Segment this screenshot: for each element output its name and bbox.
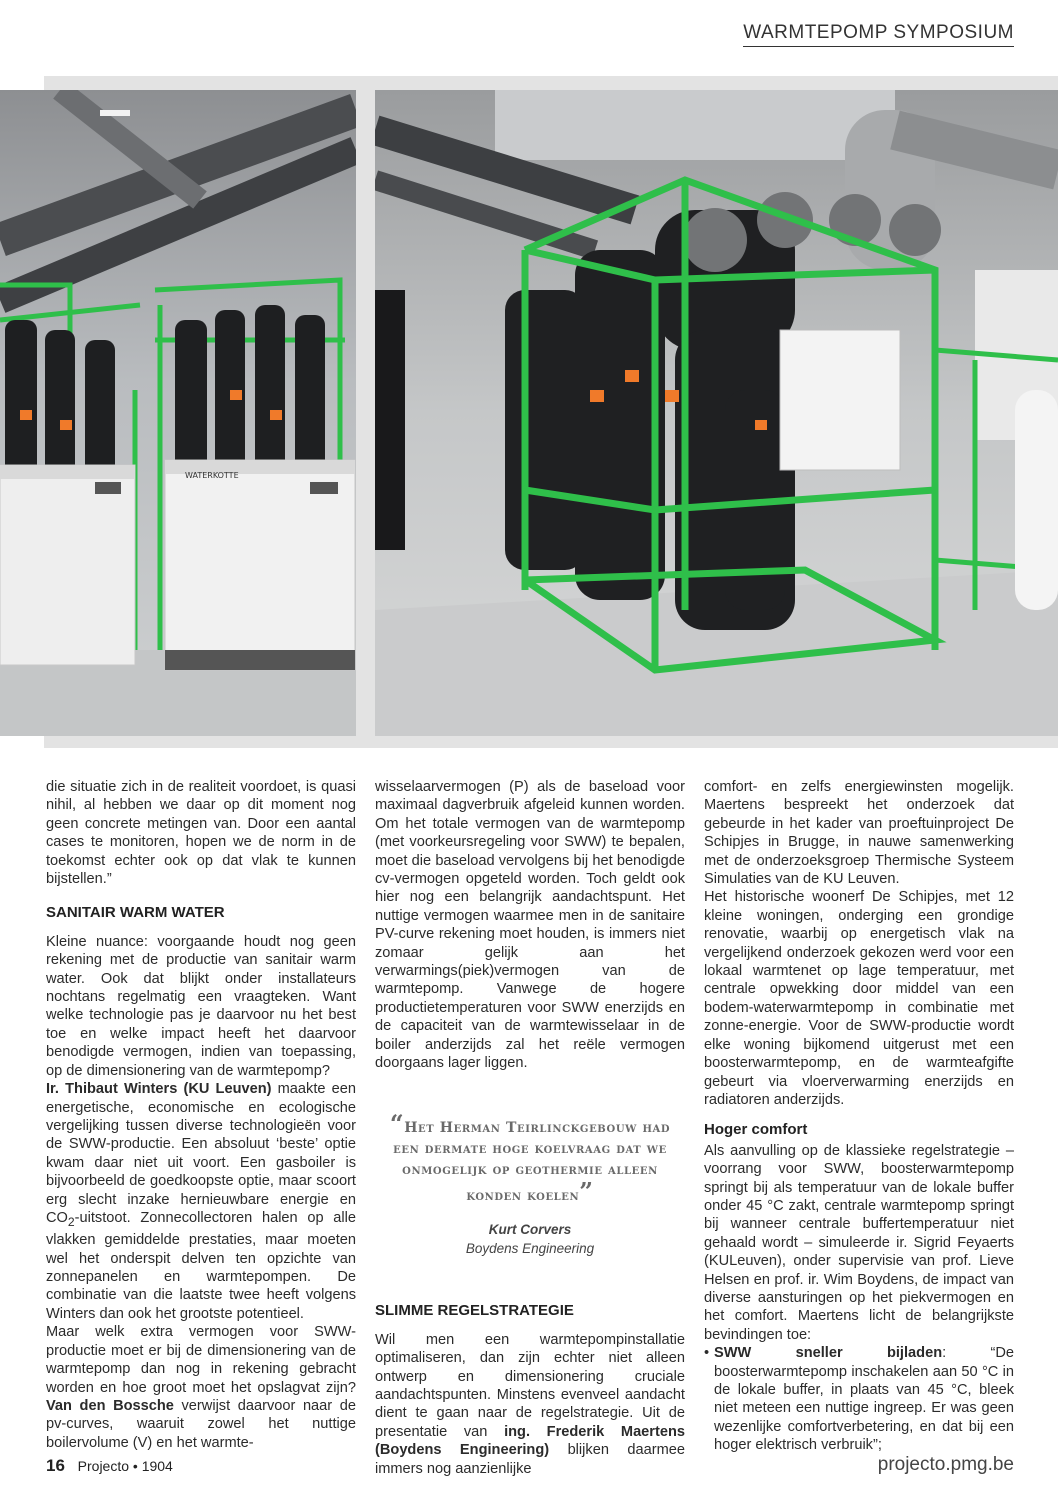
text-column-1 — [46, 778, 356, 1452]
speaker-name: Ir. Thibaut Winters (KU Leuven) — [46, 1081, 272, 1098]
paragraph: wisselaarvermogen (P) als de baseload voor maximaal dagverbruik afgeleid kunnen worden. Om het totale vermogen van de warmtepomp (met voorkeursregeling voor SWW) te bepalen, moet die baseload vervolgens bij het benodigde cv-vermogen opgeteld worden. Toch geldt ook hier nog een belangrijk aandachtspunt. Het nuttige vermogen waarmee men in de sanitaire PV-curve rekening moet houden, is immers niet zomaar gelijk aan het verwarmings(piek)vermogen van de warmtepomp. Vanwege de hogere productietemperaturen voor SWW enerzijds en de capaciteit van de warmtewisselaar in de boiler anderzijds zal het reële vermogen doorgaans lager liggen. — [375, 779, 685, 1072]
photo-heat-pumps-left — [0, 90, 356, 736]
section-heading-sanitair: SANITAIR WARM WATER — [46, 904, 225, 922]
text-column-3 — [704, 778, 1014, 1455]
pull-quote: “Het Herman Teirlinckgebouw had een dermate hoge koelvraag dat we onmogelijk op geothermie alleen konden koelen” Kurt Corvers Boydens Engineering — [375, 1113, 685, 1259]
quote-text: Het Herman Teirlinckgebouw had een dermate hoge koelvraag dat we onmogelijk op geothermie alleen konden koelen — [393, 1119, 671, 1204]
speaker-name: Van den Bossche — [46, 1397, 174, 1414]
subheading-hoger-comfort: Hoger comfort — [704, 1121, 808, 1139]
section-heading-regelstrategie: SLIMME REGELSTRATEGIE — [375, 1302, 574, 1320]
paragraph: Het historische woonerf De Schipjes, met 12 kleine woningen, onderging een grondige renovatie, waarbij op energetisch vlak na vergelijkend onderzoek gekozen werd voor een lokaal warmtenet op lage temperatuur, met centrale opwekking door middel van een bodem-waterwarmtepomp in combinatie met zonne-energie. Voor de SWW-productie wordt elke woning bijkomend uitgerust met een boosterwarmtepomp, en de warmteafgifte gebeurt via vloerverwarming enerzijds en radiatoren anderzijds. — [704, 889, 1014, 1108]
paragraph: Wil men een warmtepompinstallatie optimaliseren, dan zijn echter niet alleen ontwerp en dimensionering cruciale aandachtspunten. Minstens evenveel aandacht dient te gaan naar de regelstrategie. Uit de presentatie van ing. Frederik Maertens (Boydens Engineering) blijken daarmee immers nog aanzienlijke — [375, 1331, 685, 1477]
paragraph: Ir. Thibaut Winters (KU Leuven) maakte een energetische, economische en ecologische vergelijking tussen diverse technologieën voor de SWW-productie. Een absoluut ‘beste’ optie kwam daar niet uit voort. Een gasboiler is bijvoorbeeld de goedkoopste optie, maar scoort erg slecht inzake hernieuwbare energie en $CO_2$-uitstoot. Zonnecollectoren halen op alle vlakken gemiddelde prestaties, maar moeten wel het onderspit delven ten opzichte van zonnepanelen en warmtepompen. De combinatie van die laatste twee heeft volgens Winters dan ook het grootste potentieel. — [46, 1081, 356, 1322]
text-column-2 — [375, 778, 685, 1478]
paragraph: die situatie zich in de realiteit voordoet, is quasi nihil, al hebben we daar op dit moment nog geen concrete metingen van. Door een aantal cases te monitoren, hopen we de norm in de toekomst echter ook op dat vlak te kunnen bijstellen.” — [46, 779, 356, 888]
photo-heat-pumps-right — [375, 90, 1058, 736]
waterkotte-label: WATERKOTTE — [185, 471, 239, 480]
quote-author: Kurt Corvers — [488, 1221, 572, 1237]
bullet-item: • SWW sneller bijladen: “De boosterwarmtepomp inschakelen aan 50 °C in de lokale buffer, in plaats van 45 °C, bleek niet meteen een nuttige ingreep. Er was geen wezenlijke comfortverbetering, en dat bij een hoger elektrisch verbruik”; — [704, 1345, 1014, 1454]
speaker-name: ing. Frederik Maertens (Boydens Engineering) — [375, 1423, 685, 1459]
quote-role: Boydens Engineering — [465, 1240, 595, 1256]
magazine-issue: Projecto • 1904 — [77, 1458, 173, 1474]
website-link[interactable]: projecto.pmg.be — [877, 1454, 1014, 1475]
paragraph: Kleine nuance: voorgaande houdt nog geen rekening met de productie van sanitair warm water. Ook dat blijkt onder installateurs nochtans regelmatig een vraagteken. Want welke technologie pas je daarvoor nu het best toe en welke impact heeft het daarvoor benodigde vermogen, indien van toepassing, op de dimensionering van de warmtepomp? — [46, 933, 356, 1079]
page-footer-left — [46, 1456, 173, 1476]
paragraph: Maar welk extra vermogen voor SWW-productie moet er bij de dimensionering van de warmtepomp dan nog in rekening gebracht worden en hoe groot moet het opslagvat zijn? Van den Bossche verwijst daarvoor naar de pv-curves, waaruit zowel het nuttige boilervolume (V) en het warmte- — [46, 1324, 356, 1451]
section-title: WARMTEPOMP SYMPOSIUM — [743, 22, 1014, 47]
page-number: 16 — [46, 1456, 65, 1475]
paragraph: Als aanvulling op de klassieke regelstrategie – voorrang voor SWW, boosterwarmtepomp springt bij als temperatuur van de lokale buffer onder 45 °C zakt, centrale warmtepomp springt bij wanneer centrale buffertemperatuur niet gehaald wordt – simuleerde ir. Sigrid Feyaerts (KULeuven), onder supervisie van prof. Lieve Helsen en prof. ir. Wim Boydens, de impact van diverse aansturingen op het piekvermogen en het comfort. Maertens licht de belangrijkste bevindingen toe: — [704, 1142, 1014, 1343]
bullet-icon: • — [704, 1345, 710, 1362]
paragraph: comfort- en zelfs energiewinsten mogelijk. Maertens bespreekt het onderzoek dat gebeurde in het kader van proeftuinproject De Schipjes in Brugge, in nauwe samenwerking met de onderzoeksgroep Thermische Systeem Simulaties van de KU Leuven. — [704, 779, 1014, 888]
